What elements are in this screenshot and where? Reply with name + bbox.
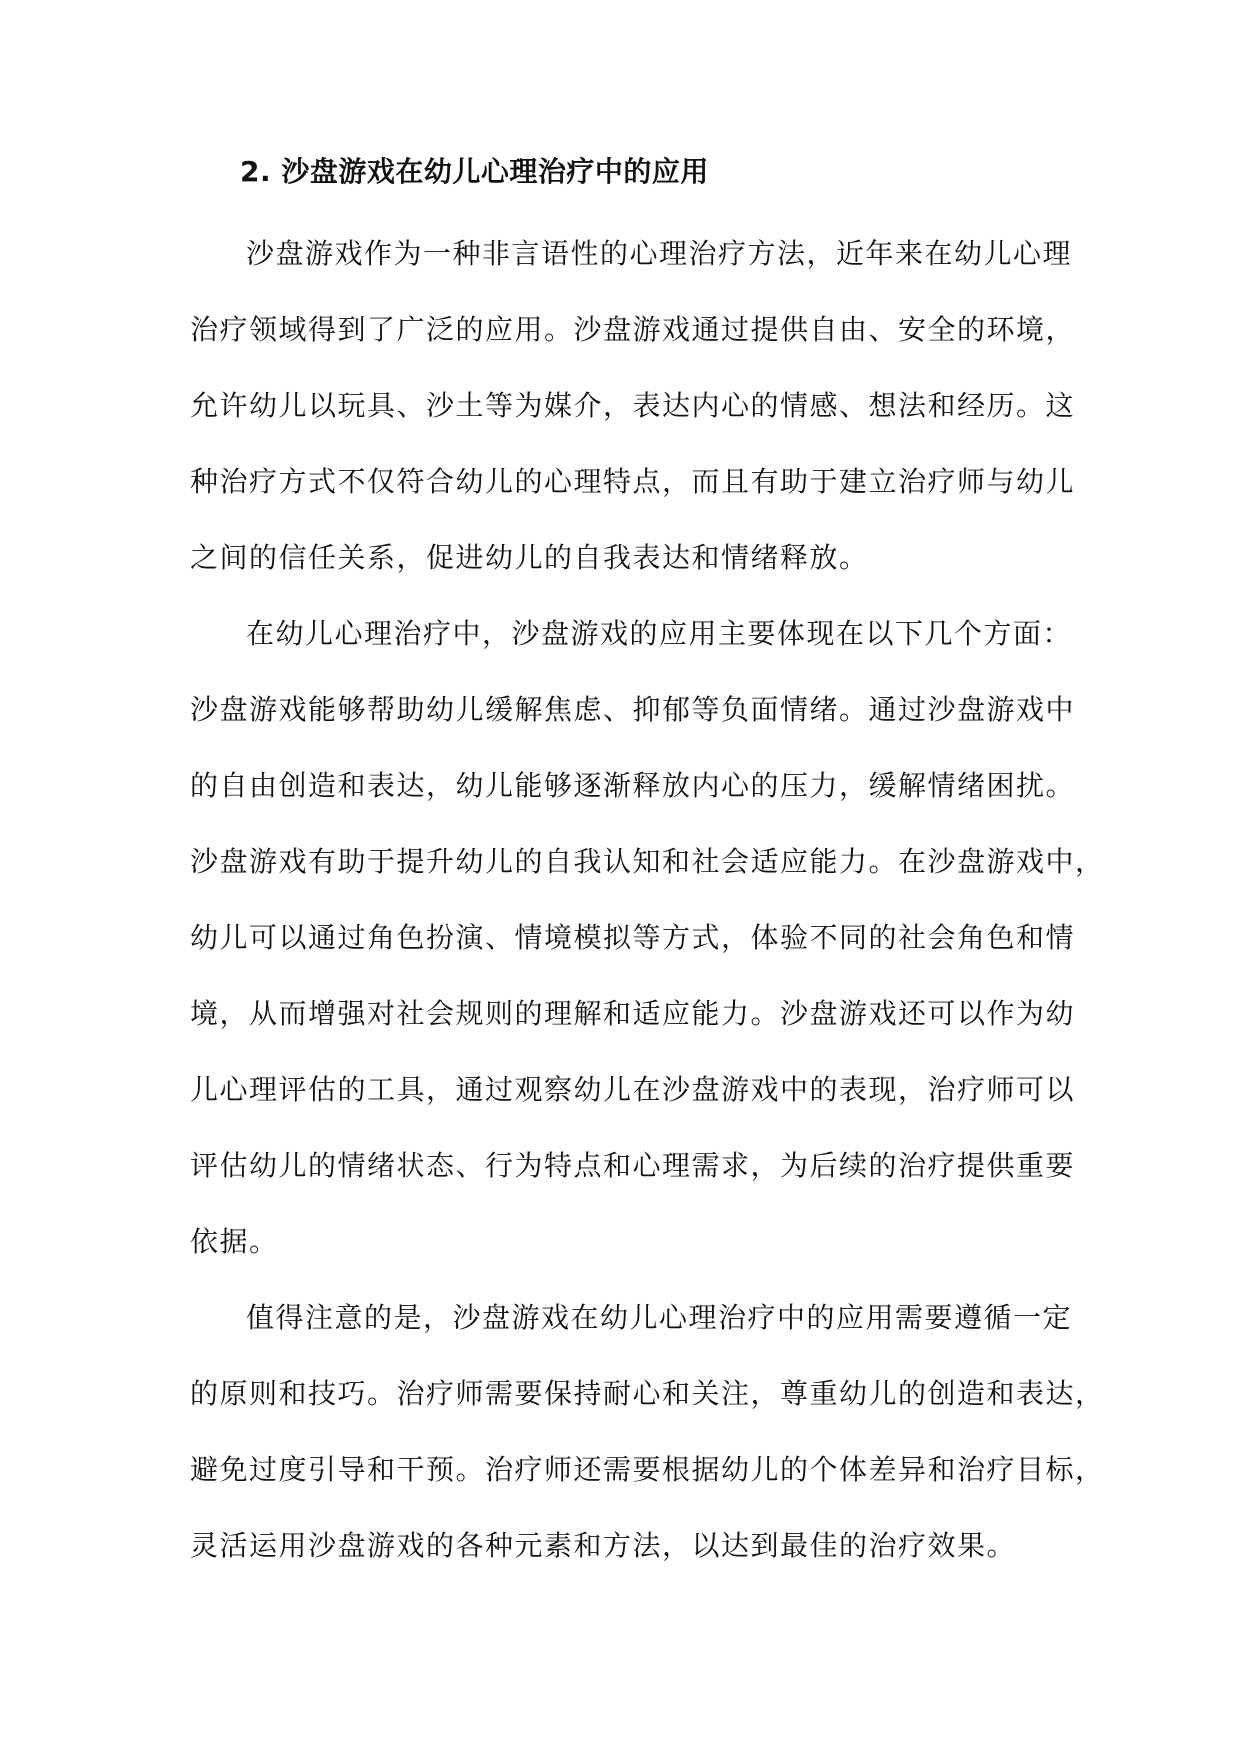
document-body xyxy=(190,140,1105,1584)
paragraph-line: 的原则和技巧。治疗师需要保持耐心和关注，尊重幼儿的创造和表达， xyxy=(190,1377,1105,1410)
paragraph-1 xyxy=(190,216,1076,596)
paragraph-line: 沙盘游戏作为一种非言语性的心理治疗方法，近年来在幼儿心理 xyxy=(246,237,1073,270)
paragraph-line: 允许幼儿以玩具、沙土等为媒介，表达内心的情感、想法和经历。这 xyxy=(190,389,1076,422)
paragraph-line: 在幼儿心理治疗中，沙盘游戏的应用主要体现在以下几个方面： xyxy=(246,617,1073,650)
paragraph-line: 境，从而增强对社会规则的理解和适应能力。沙盘游戏还可以作为幼 xyxy=(190,997,1076,1030)
paragraph-line: 儿心理评估的工具，通过观察幼儿在沙盘游戏中的表现，治疗师可以 xyxy=(190,1073,1076,1106)
paragraph-line: 沙盘游戏有助于提升幼儿的自我认知和社会适应能力。在沙盘游戏中， xyxy=(190,845,1105,878)
paragraph-line: 避免过度引导和干预。治疗师还需要根据幼儿的个体差异和治疗目标， xyxy=(190,1453,1105,1486)
paragraph-line: 灵活运用沙盘游戏的各种元素和方法，以达到最佳的治疗效果。 xyxy=(190,1529,1017,1562)
paragraph-line: 之间的信任关系，促进幼儿的自我表达和情绪释放。 xyxy=(190,541,869,574)
paragraph-line: 值得注意的是，沙盘游戏在幼儿心理治疗中的应用需要遵循一定 xyxy=(246,1301,1073,1334)
paragraph-line: 评估幼儿的情绪状态、行为特点和心理需求，为后续的治疗提供重要 xyxy=(190,1149,1076,1182)
paragraph-line: 的自由创造和表达，幼儿能够逐渐释放内心的压力，缓解情绪困扰。 xyxy=(190,769,1076,802)
paragraph-line: 沙盘游戏能够帮助幼儿缓解焦虑、抑郁等负面情绪。通过沙盘游戏中 xyxy=(190,693,1076,726)
paragraph-line: 治疗领域得到了广泛的应用。沙盘游戏通过提供自由、安全的环境， xyxy=(190,313,1076,346)
paragraph-3 xyxy=(190,1280,1105,1584)
paragraph-line: 种治疗方式不仅符合幼儿的心理特点，而且有助于建立治疗师与幼儿 xyxy=(190,465,1076,498)
paragraph-2 xyxy=(190,596,1105,1280)
paragraph-line: 依据。 xyxy=(190,1225,279,1258)
section-heading: 2. 沙盘游戏在幼儿心理治疗中的应用 xyxy=(240,155,709,188)
paragraph-line: 幼儿可以通过角色扮演、情境模拟等方式，体验不同的社会角色和情 xyxy=(190,921,1076,954)
